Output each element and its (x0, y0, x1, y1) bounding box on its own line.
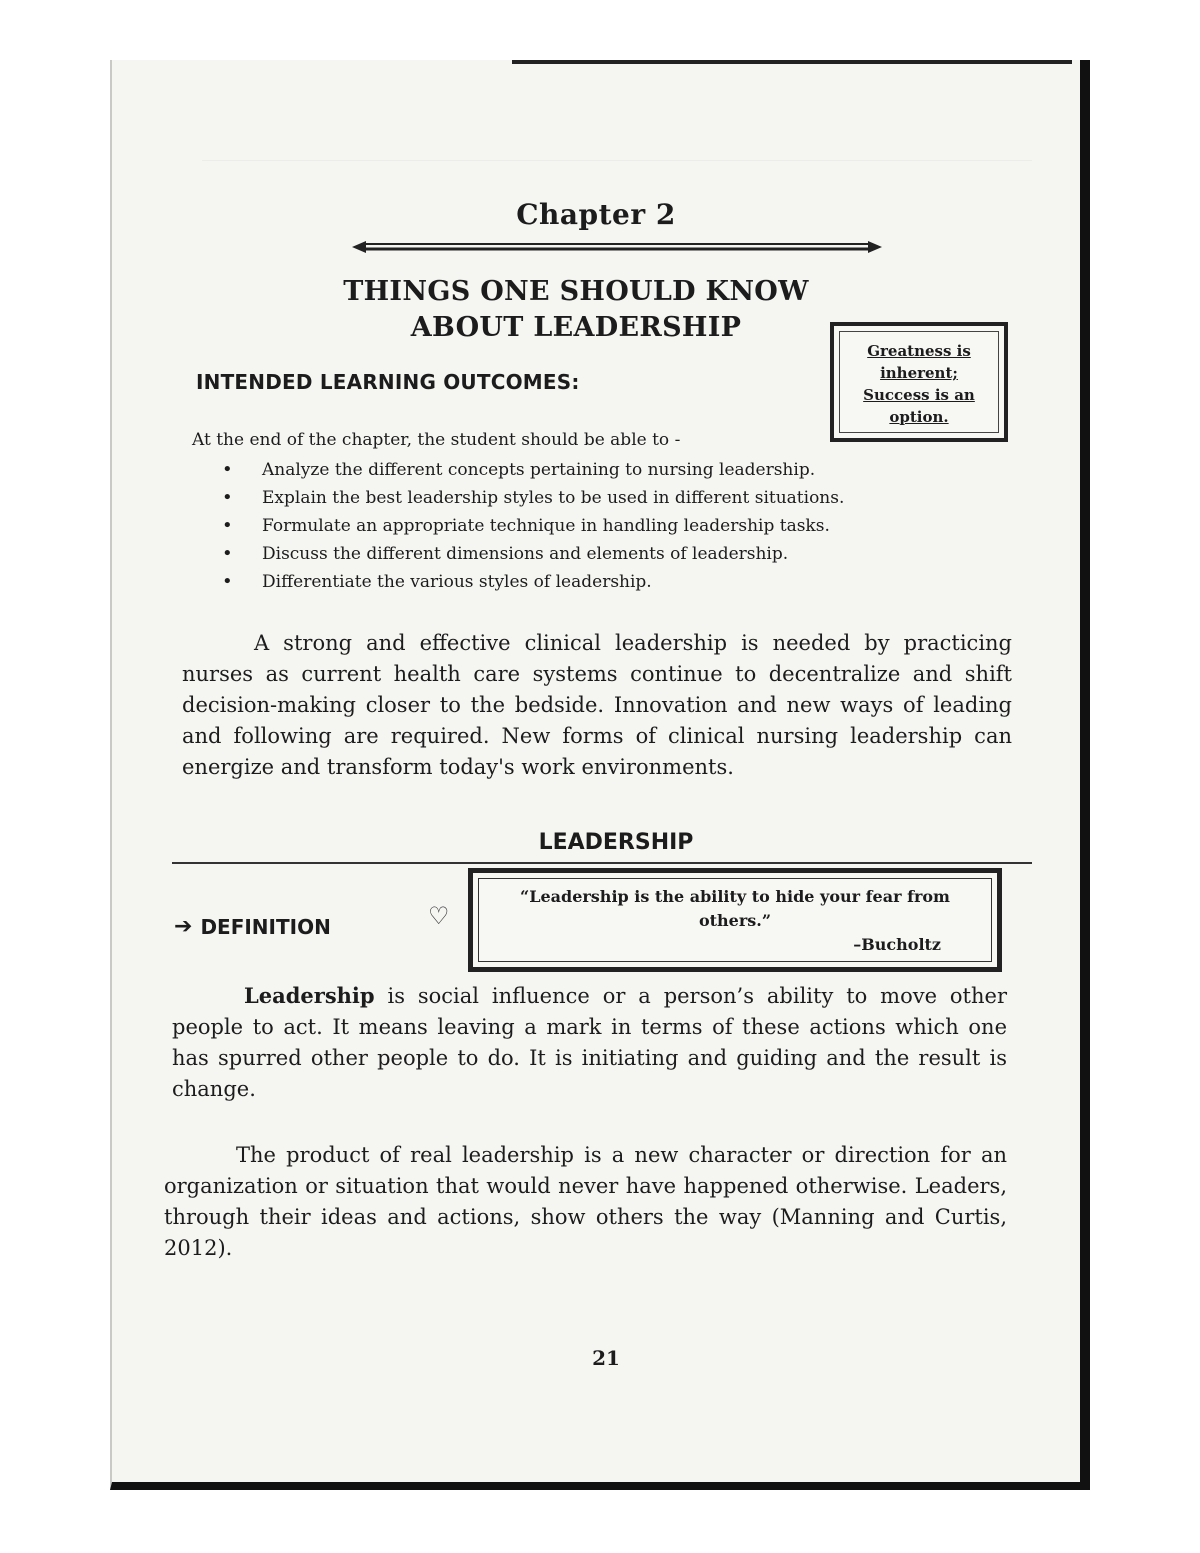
paragraph-text: The product of real leadership is a new character or direction for an organization or situation that would never have happened otherwise. Leaders, through their ideas and actions, show others the way (Manning and Curtis, 2012). (164, 1143, 1007, 1260)
leadership-product-paragraph (164, 1140, 1007, 1264)
outcomes-list (220, 456, 844, 596)
list-item: • Explain the best leadership styles to be used in different situations. (220, 484, 844, 512)
chapter-title-line-1: THINGS ONE SHOULD KNOW (343, 276, 809, 307)
paragraph-text: is social influence or a person’s ability to move other people to act. It means leaving a mark in terms of these actions which one has spurred other people to do. It is initiating and guiding and the result is change. (172, 984, 1007, 1101)
leadership-quote-box (468, 868, 1002, 972)
heart-icon: ♡ (428, 902, 450, 930)
list-item: • Discuss the different dimensions and elements of leadership. (220, 540, 844, 568)
quote-line: option. (889, 408, 949, 426)
book-page (110, 60, 1090, 1490)
quote-line: Success is an (863, 386, 975, 404)
chapter-ornament-rule (352, 238, 882, 256)
list-item: • Analyze the different concepts pertaining to nursing leadership. (220, 456, 844, 484)
quote-author: –Bucholtz (853, 935, 941, 954)
chapter-title-line-2: ABOUT LEADERSHIP (410, 312, 742, 343)
section-heading-leadership: LEADERSHIP (538, 830, 694, 855)
quote-line: Greatness is (867, 342, 971, 360)
definition-heading (174, 914, 331, 939)
definition-label: DEFINITION (200, 914, 331, 939)
quote-text: “Leadership is the ability to hide your fear from others.” (520, 887, 950, 930)
defined-term: Leadership (244, 983, 375, 1008)
section-rule (172, 862, 1032, 864)
top-rule (512, 60, 1072, 64)
bleed-through-header (202, 120, 1032, 161)
leadership-definition-paragraph (172, 980, 1007, 1105)
chapter-label: Chapter 2 (516, 198, 676, 231)
quote-line: inherent; (880, 364, 958, 382)
outcomes-intro: At the end of the chapter, the student should be able to - (192, 430, 681, 450)
greatness-quote-box (830, 322, 1008, 442)
list-item: • Formulate an appropriate technique in handling leadership tasks. (220, 512, 844, 540)
intended-learning-outcomes-heading: INTENDED LEARNING OUTCOMES: (196, 370, 580, 394)
paragraph-text: A strong and effective clinical leadership is needed by practicing nurses as current health care systems continue to decentralize and shift decision-making closer to the bedside. Innovation and new ways of leading and following are required. New forms of clinical nursing leadership can energize and transform today's work environments. (182, 631, 1012, 779)
list-item: • Differentiate the various styles of leadership. (220, 568, 844, 596)
arrow-bullet-icon: ➔ (174, 914, 193, 939)
clinical-leadership-paragraph (182, 628, 1012, 783)
page-number: 21 (592, 1346, 620, 1370)
